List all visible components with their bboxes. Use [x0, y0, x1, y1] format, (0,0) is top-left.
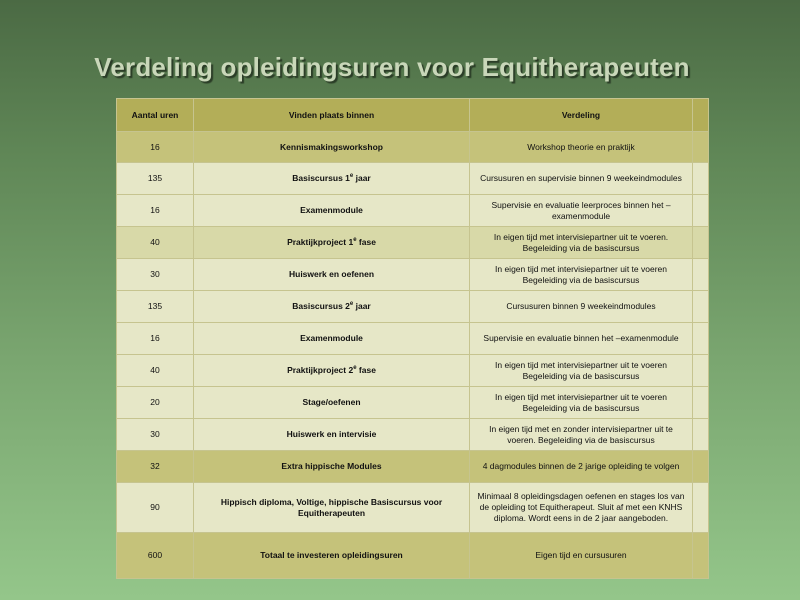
cell-hours: 20: [117, 387, 194, 419]
table-row: [117, 259, 709, 291]
cell-place: [194, 533, 470, 579]
header-place: Vinden plaats binnen: [194, 99, 470, 132]
cell-extra: [693, 195, 709, 227]
cell-extra: [693, 451, 709, 483]
place-text: Praktijkproject 2: [287, 365, 354, 375]
cell-hours: 16: [117, 323, 194, 355]
cell-extra: [693, 132, 709, 163]
cell-extra: [693, 259, 709, 291]
cell-place: [194, 419, 470, 451]
place-ordinal: e: [353, 237, 357, 244]
table-row: [117, 195, 709, 227]
cell-hours: 135: [117, 163, 194, 195]
cell-distribution: In eigen tijd met intervisiepartner uit te voeren. Begeleiding via de basiscursus: [470, 227, 693, 259]
place-ordinal: e: [353, 365, 357, 372]
cell-distribution: In eigen tijd met intervisiepartner uit te voeren Begeleiding via de basiscursus: [470, 355, 693, 387]
cell-distribution: In eigen tijd met en zonder intervisiepartner uit te voeren. Begeleiding via de basiscursus: [470, 419, 693, 451]
cell-hours: 90: [117, 483, 194, 533]
cell-place: [194, 163, 470, 195]
cell-extra: [693, 355, 709, 387]
cell-hours: 30: [117, 259, 194, 291]
place-text: Kennismakingsworkshop: [280, 141, 383, 152]
cell-place: [194, 132, 470, 163]
table-row: [117, 451, 709, 483]
cell-distribution: Supervisie en evaluatie binnen het –examenmodule: [470, 323, 693, 355]
cell-place: [194, 227, 470, 259]
cell-hours: 40: [117, 355, 194, 387]
slide-title: Verdeling opleidingsuren voor Equitherapeuten: [94, 52, 690, 82]
cell-extra: [693, 419, 709, 451]
header-extra: [693, 99, 709, 132]
table-row: [117, 323, 709, 355]
place-text: Examenmodule: [300, 205, 363, 215]
cell-distribution: 4 dagmodules binnen de 2 jarige opleiding te volgen: [470, 451, 693, 483]
place-text: Hippisch diploma, Voltige, hippische Basiscursus voor Equitherapeuten: [220, 496, 443, 518]
cell-distribution: Cursusuren binnen 9 weekeindmodules: [470, 291, 693, 323]
cell-place: [194, 259, 470, 291]
place-text: Praktijkproject 1: [287, 237, 354, 247]
cell-extra: [693, 227, 709, 259]
table-row: [117, 419, 709, 451]
place-suffix: jaar: [353, 173, 371, 183]
cell-place: [194, 323, 470, 355]
cell-place: [194, 387, 470, 419]
header-distribution: Verdeling: [470, 99, 693, 132]
cell-place: [194, 451, 470, 483]
cell-extra: [693, 323, 709, 355]
table-row: [117, 132, 709, 163]
place-ordinal: e: [349, 173, 354, 180]
cell-distribution: Cursusuren en supervisie binnen 9 weekeindmodules: [470, 163, 693, 195]
cell-extra: [693, 163, 709, 195]
place-suffix: fase: [356, 237, 376, 247]
cell-hours: 600: [117, 533, 194, 579]
table-row: [117, 163, 709, 195]
cell-hours: 16: [117, 195, 194, 227]
place-suffix: fase: [356, 365, 376, 375]
cell-hours: 40: [117, 227, 194, 259]
header-hours: Aantal uren: [117, 99, 194, 132]
cell-distribution: Workshop theorie en praktijk: [470, 132, 693, 163]
cell-hours: 16: [117, 132, 194, 163]
cell-place: [194, 291, 470, 323]
place-suffix: jaar: [353, 301, 371, 311]
cell-hours: 30: [117, 419, 194, 451]
place-text: Huiswerk en intervisie: [286, 429, 377, 439]
cell-extra: [693, 483, 709, 533]
place-text: Huiswerk en oefenen: [288, 269, 375, 279]
cell-distribution: In eigen tijd met intervisiepartner uit te voeren Begeleiding via de basiscursus: [470, 387, 693, 419]
cell-place: [194, 483, 470, 533]
cell-hours: 32: [117, 451, 194, 483]
cell-place: [194, 355, 470, 387]
table-row: [117, 483, 709, 533]
cell-place: [194, 195, 470, 227]
place-text: Basiscursus 2: [292, 301, 350, 311]
table-row: [117, 227, 709, 259]
table-row: [117, 533, 709, 579]
place-ordinal: e: [349, 301, 354, 308]
place-text: Examenmodule: [300, 333, 363, 343]
cell-distribution: Eigen tijd en cursusuren: [470, 533, 693, 579]
cell-extra: [693, 291, 709, 323]
table-row: [117, 291, 709, 323]
place-text: Totaal te investeren opleidingsuren: [260, 550, 403, 560]
cell-distribution: Minimaal 8 opleidingsdagen oefenen en stages los van de opleiding tot Equitherapeut. Sluit af met een KNHS diploma. Wordt eens in de 2 jaar aangeboden.: [470, 483, 693, 533]
table-header-row: [117, 99, 709, 132]
cell-extra: [693, 387, 709, 419]
cell-distribution: In eigen tijd met intervisiepartner uit te voeren Begeleiding via de basiscursus: [470, 259, 693, 291]
place-text: Stage/oefenen: [302, 397, 361, 407]
hours-table: [116, 98, 709, 579]
cell-distribution: Supervisie en evaluatie leerproces binnen het –examenmodule: [470, 195, 693, 227]
place-text: Extra hippische Modules: [281, 461, 382, 471]
cell-hours: 135: [117, 291, 194, 323]
cell-extra: [693, 533, 709, 579]
table-row: [117, 387, 709, 419]
place-text: Basiscursus 1: [292, 173, 350, 183]
table-row: [117, 355, 709, 387]
